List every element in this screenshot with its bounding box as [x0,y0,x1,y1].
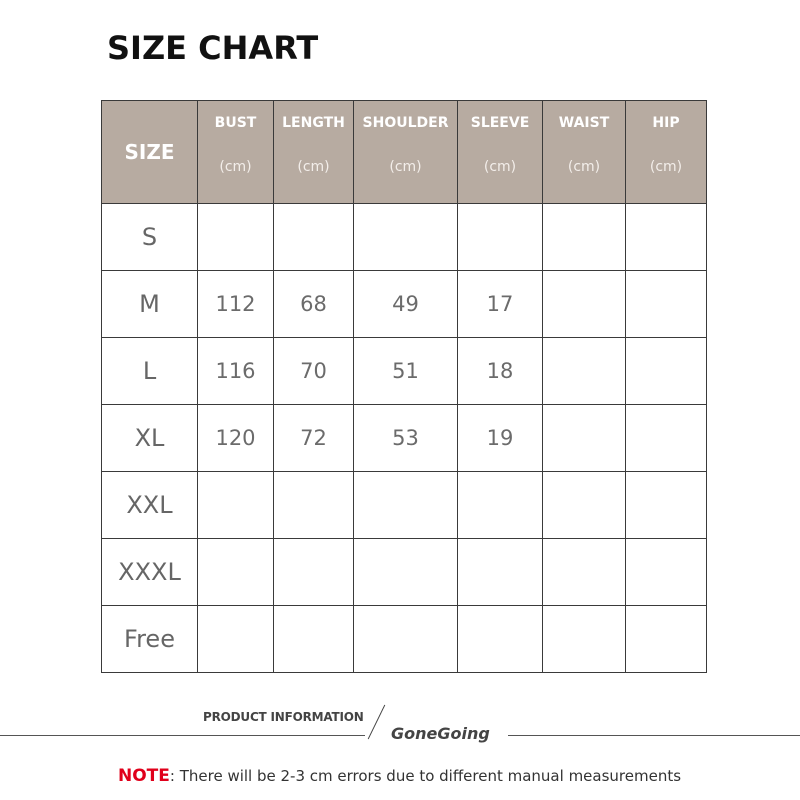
column-unit: (cm) [297,159,330,175]
hip-cell [626,204,707,271]
shoulder-cell: 51 [354,338,458,405]
column-unit: (cm) [219,159,252,175]
column-header-hip [626,101,707,204]
table-row [102,204,707,271]
shoulder-cell [354,204,458,271]
waist-cell [543,204,626,271]
waist-cell [543,606,626,673]
shoulder-cell: 53 [354,405,458,472]
hip-cell [626,539,707,606]
bust-cell: 112 [198,271,274,338]
hip-cell [626,606,707,673]
note-text: : There will be 2-3 cm errors due to different manual measurements [169,767,682,785]
size-cell: L [102,338,198,405]
footer-divider-left [0,735,365,736]
sleeve-cell: 18 [458,338,543,405]
column-header-length [274,101,354,204]
hip-cell [626,405,707,472]
column-unit: (cm) [389,159,422,175]
column-name: SLEEVE [470,115,530,131]
size-cell: XL [102,405,198,472]
column-header-waist [543,101,626,204]
product-information-label: PRODUCT INFORMATION [203,710,364,724]
bust-cell: 120 [198,405,274,472]
table-row [102,539,707,606]
shoulder-cell [354,472,458,539]
size-cell: M [102,271,198,338]
length-cell [274,204,354,271]
table-row [102,472,707,539]
length-cell: 70 [274,338,354,405]
size-column-header: SIZE [102,101,198,204]
column-name: LENGTH [282,115,345,131]
bust-cell [198,606,274,673]
column-header-bust [198,101,274,204]
bust-cell [198,539,274,606]
size-chart-table [101,100,707,673]
shoulder-cell: 49 [354,271,458,338]
measurement-note [118,766,681,786]
shoulder-cell [354,539,458,606]
size-cell: S [102,204,198,271]
footer-divider-right [508,735,800,736]
column-unit: (cm) [649,159,683,175]
note-label: NOTE [118,766,170,786]
hip-cell [626,472,707,539]
bust-cell [198,472,274,539]
divider-slash [368,705,386,740]
table-row [102,271,707,338]
table-row [102,338,707,405]
length-cell [274,606,354,673]
hip-cell [626,271,707,338]
waist-cell [543,338,626,405]
waist-cell [543,271,626,338]
size-cell: XXXL [102,539,198,606]
length-cell [274,472,354,539]
length-cell: 72 [274,405,354,472]
bust-cell [198,204,274,271]
size-cell: Free [102,606,198,673]
brand-logo: GoneGoing [391,724,490,743]
sleeve-cell: 17 [458,271,543,338]
bust-cell: 116 [198,338,274,405]
sleeve-cell: 19 [458,405,543,472]
sleeve-cell [458,204,543,271]
waist-cell [543,405,626,472]
column-unit: (cm) [483,159,517,175]
length-cell [274,539,354,606]
hip-cell [626,338,707,405]
waist-cell [543,472,626,539]
table-header-row [102,101,707,204]
column-header-sleeve [458,101,543,204]
table-row [102,405,707,472]
column-header-shoulder [354,101,458,204]
sleeve-cell [458,539,543,606]
length-cell: 68 [274,271,354,338]
table-row [102,606,707,673]
size-cell: XXL [102,472,198,539]
column-name: HIP [652,115,680,131]
waist-cell [543,539,626,606]
sleeve-cell [458,472,543,539]
sleeve-cell [458,606,543,673]
column-unit: (cm) [567,159,601,175]
column-name: WAIST [558,115,610,131]
page-title: SIZE CHART [107,29,319,67]
column-name: SHOULDER [362,115,449,131]
shoulder-cell [354,606,458,673]
column-name: BUST [214,115,257,131]
